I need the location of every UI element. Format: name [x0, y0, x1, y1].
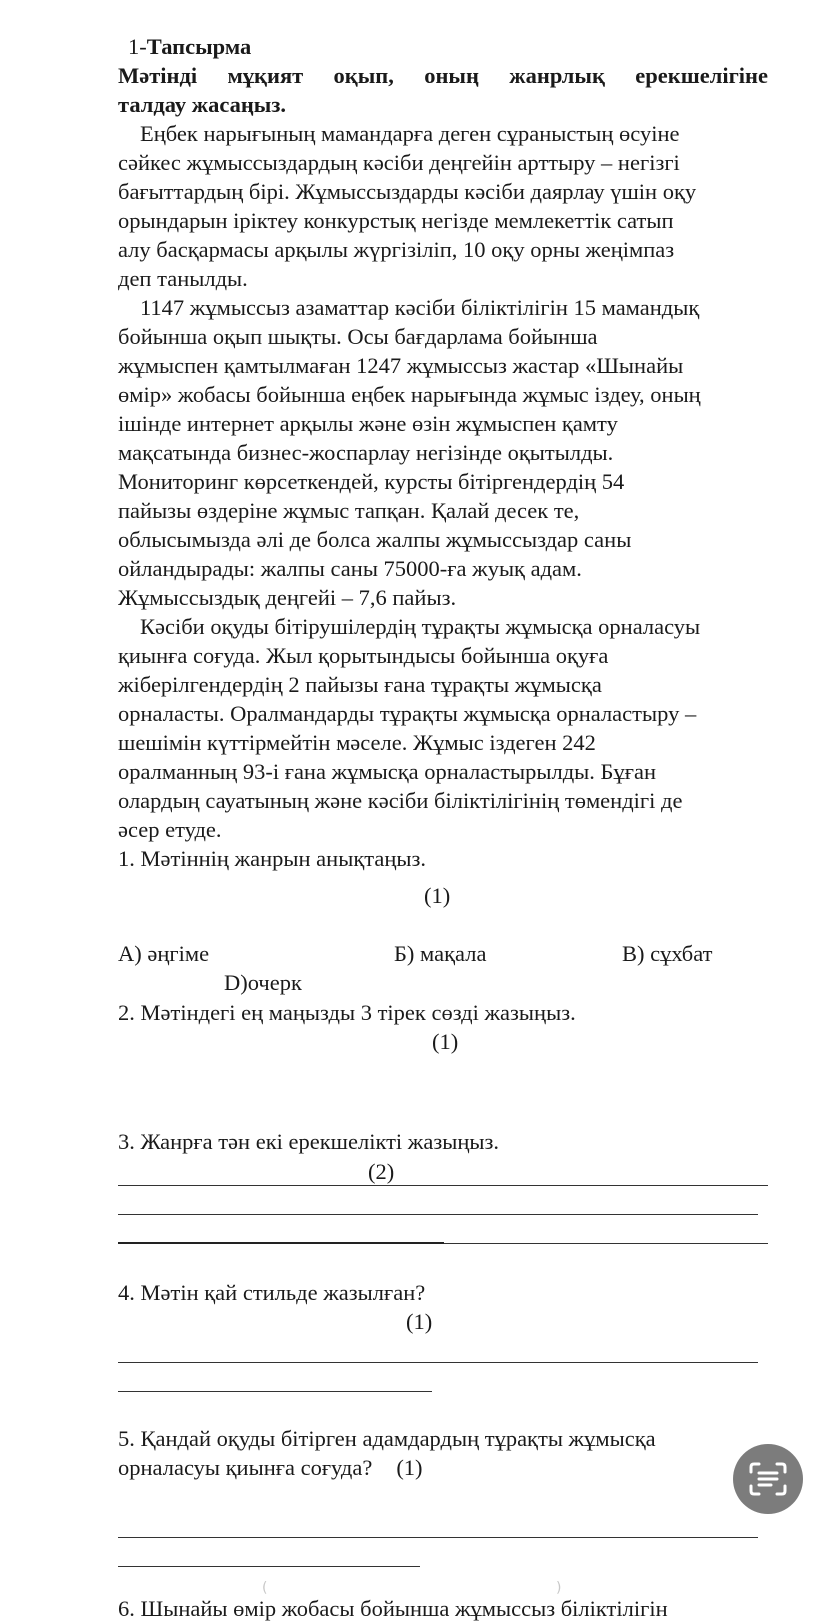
passage-line: қиынға соғуда. Жыл қорытындысы бойынша оқуға: [118, 643, 609, 668]
question-3: 3. Жанрға тән екі ерекшелікті жазыңыз.: [118, 1129, 499, 1154]
question-5-line-2: [118, 1453, 423, 1482]
answer-line[interactable]: [118, 1566, 420, 1567]
scan-text-button[interactable]: [733, 1444, 803, 1514]
passage-line: ойландырады: жалпы саны 75000-ға жуық адам.: [118, 556, 582, 581]
passage-line: Еңбек нарығының мамандарға деген сұраныстың өсуіне: [140, 121, 680, 146]
passage-line: сәйкес жұмыссыздардың кәсіби деңгейін арттыру – негізгі: [118, 150, 680, 175]
question-4: 4. Мәтін қай стильде жазылған?: [118, 1280, 426, 1305]
question-5-text: орналасуы қиынға соғуда?: [118, 1455, 373, 1480]
task-title: Тапсырма: [146, 34, 252, 59]
passage-line: әсер етуде.: [118, 817, 222, 842]
option-c[interactable]: В) сұхбат: [622, 941, 713, 966]
passage-line: ішінде интернет арқылы және өзін жұмыспен қамту: [118, 411, 618, 436]
question-3-points: (2): [368, 1159, 395, 1184]
question-2: 2. Мәтіндегі ең маңызды 3 тірек сөзді жазыңыз.: [118, 1000, 576, 1025]
question-5-line-1: 5. Қандай оқуды бітірген адамдардың тұрақты жұмысқа: [118, 1426, 656, 1451]
passage-line: мақсатында бизнес-жоспарлау негізінде оқытылды.: [118, 440, 614, 465]
scan-text-icon: [749, 1462, 787, 1496]
question-5-points: (1): [396, 1455, 423, 1480]
option-b[interactable]: Б) мақала: [394, 941, 487, 966]
passage-line: оралманның 93-і ғана жұмысқа орналастырылды. Бұған: [118, 759, 656, 784]
answer-line[interactable]: [118, 1537, 758, 1538]
passage-line: жіберілгендердің 2 пайызы ғана тұрақты жұмысқа: [118, 672, 602, 697]
answer-line[interactable]: [118, 1391, 432, 1392]
passage-line: пайызы өздеріне жұмыс тапқан. Қалай десек те,: [118, 498, 580, 523]
passage-line: олардың сауатының және кәсіби біліктілігінің төмендігі де: [118, 788, 683, 813]
passage-line: 1147 жұмыссыз азаматтар кәсіби біліктілігін 15 мамандық: [140, 295, 700, 320]
answer-line[interactable]: [118, 1214, 758, 1215]
passage-line: орналасты. Оралмандарды тұрақты жұмысқа орналастыру –: [118, 701, 697, 726]
question-6-partial: [118, 1594, 768, 1621]
question-6-text: 6. Шынайы өмір жобасы бойынша жұмыссыз біліктілігін: [118, 1596, 668, 1621]
option-a[interactable]: А) әңгіме: [118, 941, 210, 966]
answer-line-accent: [118, 1242, 444, 1244]
passage-line: деп танылды.: [118, 266, 248, 291]
question-1-points: (1): [424, 883, 451, 908]
question-1: 1. Мәтіннің жанрын анықтаңыз.: [118, 846, 427, 871]
answer-line[interactable]: [118, 1362, 758, 1363]
question-4-points: (1): [406, 1309, 433, 1334]
instruction-line-1: Мәтінді мұқият оқып, оның жанрлық ерекшелігіне: [118, 63, 768, 88]
question-2-points: (1): [432, 1029, 459, 1054]
passage-line: Кәсіби оқуды бітірушілердің тұрақты жұмысқа орналасуы: [140, 614, 701, 639]
instruction-line-2: талдау жасаңыз.: [118, 92, 287, 117]
answer-line[interactable]: [118, 1185, 768, 1186]
passage-line: Мониторинг көрсеткендей, курсты бітіргендердің 54: [118, 469, 625, 494]
task-number: 1-: [128, 34, 147, 59]
passage-line: бағыттардың бірі. Жұмыссыздарды кәсіби даярлау үшін оқу: [118, 179, 697, 204]
scroll-indicator-right: ): [556, 1580, 562, 1596]
passage-line: Жұмыссыздық деңгейі – 7,6 пайыз.: [118, 585, 457, 610]
passage-line: алу басқармасы арқылы жүргізіліп, 10 оқу орны жеңімпаз: [118, 237, 675, 262]
passage-line: орындарын іріктеу конкурстық негізде мемлекеттік сатып: [118, 208, 674, 233]
scroll-indicator-left: (: [262, 1580, 268, 1596]
passage-line: өмір» жобасы бойынша еңбек нарығында жұмыс іздеу, оның: [118, 382, 701, 407]
passage-line: жұмыспен қамтылмаған 1247 жұмыссыз жастар «Шынайы: [118, 353, 684, 378]
passage-line: облысымызда әлі де болса жалпы жұмыссыздар саны: [118, 527, 632, 552]
option-d[interactable]: D)очерк: [224, 970, 302, 995]
passage-line: шешімін күттірмейтін мәселе. Жұмыс іздеген 242: [118, 730, 596, 755]
passage-line: бойынша оқып шықты. Осы бағдарлама бойынша: [118, 324, 598, 349]
task-heading: [128, 32, 251, 61]
